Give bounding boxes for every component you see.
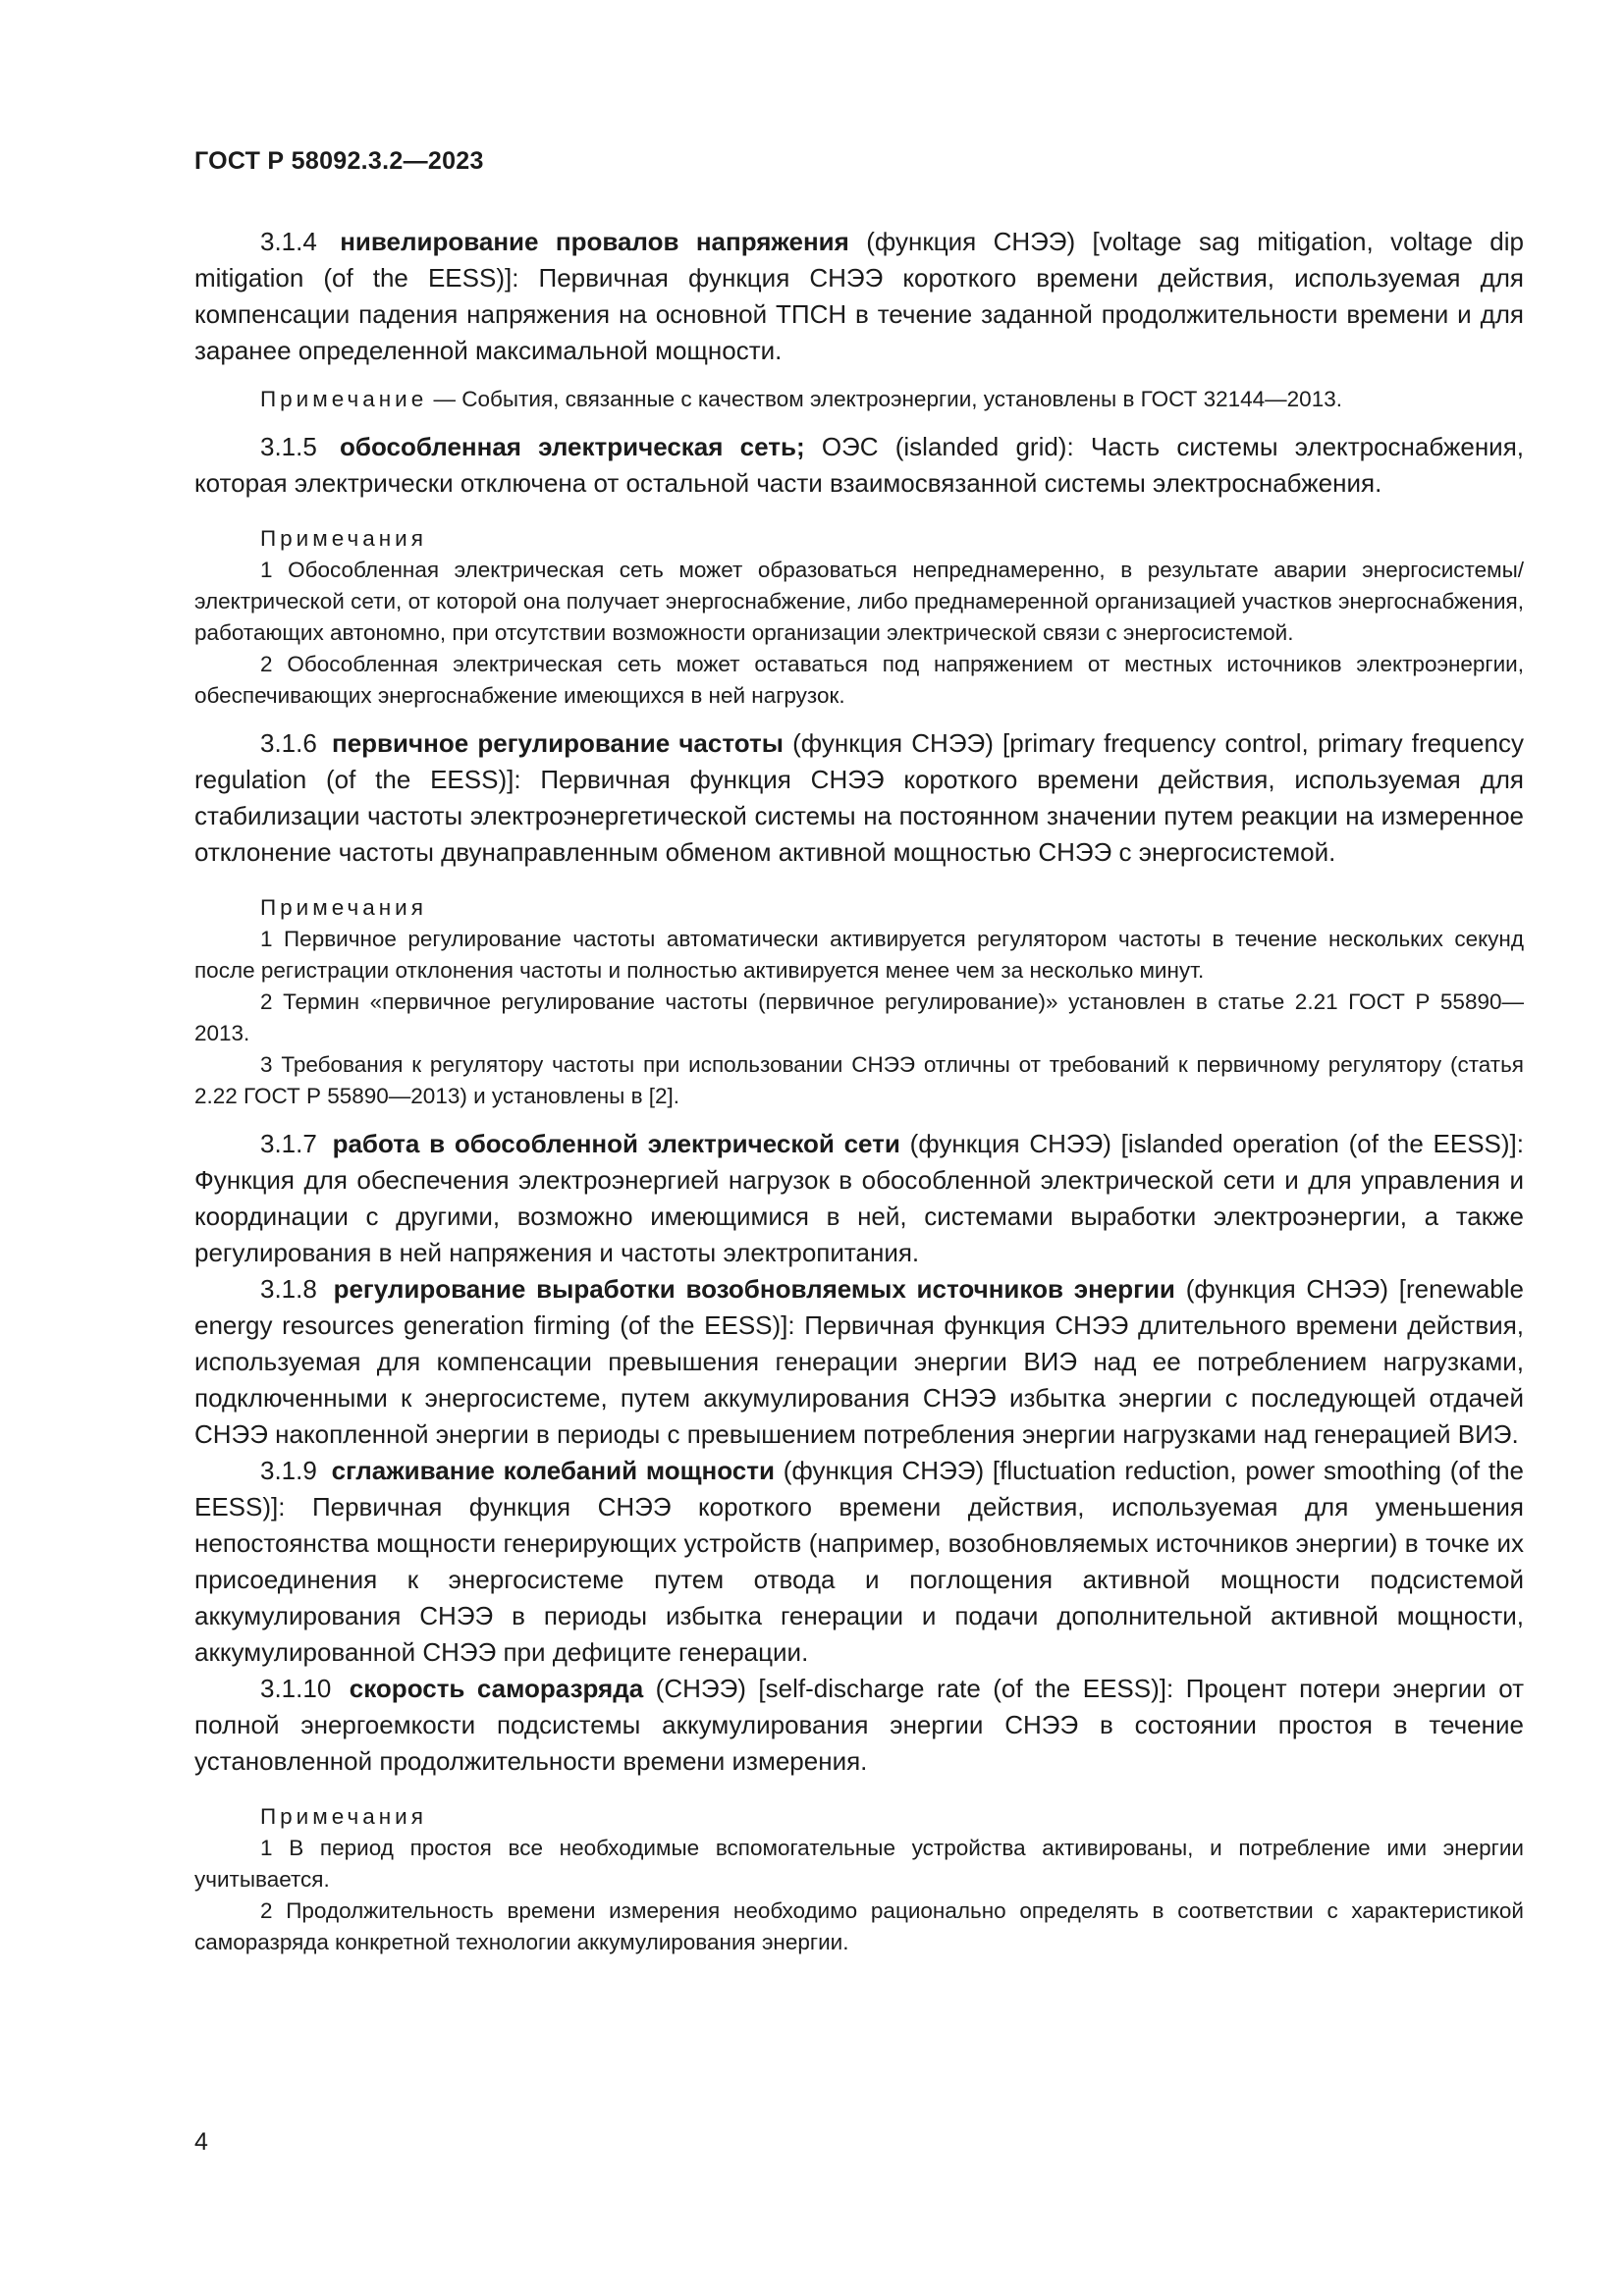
term-3-1-9 [194,1453,1524,1671]
term-number: 3.1.5 [260,432,317,461]
note-item: 2 Термин «первичное регулирование частоты (первичное регулирование)» установлен в статье 2.21 ГОСТ Р 55890—2013. [194,989,1524,1045]
term-title: нивелирование провалов напряжения [340,227,849,256]
note-item: 3 Требования к регулятору частоты при использовании СНЭЭ отличны от требований к первичному регулятору (статья 2.22 ГОСТ Р 55890—2013) и установлены в [2]. [194,1052,1524,1108]
note-item: 2 Продолжительность времени измерения необходимо рационально определять в соответствии с характеристикой саморазряда конкретной технологии аккумулирования энергии. [194,1898,1524,1954]
term-3-1-5 [194,429,1524,502]
note-item: 1 В период простоя все необходимые вспомогательные устройства активированы, и потребление ими энергии учитывается. [194,1836,1524,1892]
note-item: 1 Первичное регулирование частоты автоматически активируется регулятором частоты в течение нескольких секунд после регистрации отклонения частоты и полностью активируется менее чем за несколько минут. [194,927,1524,983]
document-body [194,224,1524,1958]
term-definition: (функция СНЭЭ) [renewable energy resources generation firming (of the EESS)]: Первичная функция СНЭЭ длительного времени действия, используемая для компенсации превышения генерации энергии ВИЭ над ее потреблением нагрузками, подключенными к энергосистеме, путем аккумулирования СНЭЭ избытка энергии с последующей отдачей СНЭЭ накопленной энергии в периоды с превышением потребления энергии нагрузками над генерацией ВИЭ. [194,1274,1524,1449]
term-number: 3.1.9 [260,1456,317,1485]
term-definition: (функция СНЭЭ) [primary frequency control, primary frequency regulation (of the EESS)]: Первичная функция СНЭЭ короткого времени действия, используемая для стабилизации частоты электроэнергетической системы на постоянном значении путем реакции на измеренное отклонение частоты двунаправленным обменом активной мощностью СНЭЭ с энергосистемой. [194,728,1524,867]
note-item: 1 Обособленная электрическая сеть может образоваться непреднамеренно, в результате аварии энергосистемы/электрической сети, от которой она получает энергоснабжение, либо преднамеренной организацией участков энергоснабжения, работающих автономно, при отсутствии возможности организации электрической связи с энергосистемой. [194,558,1524,645]
term-title: работа в обособленной электрической сети [332,1129,900,1158]
notes-title: Примечания [260,895,427,920]
term-number: 3.1.6 [260,728,317,758]
note-label: Примечание [260,387,428,411]
term-3-1-7 [194,1126,1524,1271]
term-definition: (функция СНЭЭ) [islanded operation (of the EESS)]: Функция для обеспечения электроэнергией нагрузок в обособленной электрической сети и для управления и координации с другими, возможно имеющимися в ней, системами выработки электроэнергии, а также регулирования в ней напряжения и частоты электропитания. [194,1129,1524,1267]
term-definition: ОЭС (islanded grid): Часть системы электроснабжения, которая электрически отключена от остальной части взаимосвязанной системы электроснабжения. [194,432,1525,498]
document-header: ГОСТ Р 58092.3.2—2023 [194,147,484,175]
note-3-1-4 [194,383,1524,415]
term-title: первичное регулирование частоты [332,728,784,758]
term-definition: (функция СНЭЭ) [voltage sag mitigation, voltage dip mitigation (of the EESS)]: Первичная функция СНЭЭ короткого времени действия, используемая для компенсации падения напряжения на основной ТПСН в течение заданной продолжительности времени и для заранее определенной максимальной мощности. [194,227,1525,365]
notes-title: Примечания [260,526,427,551]
term-number: 3.1.4 [260,227,317,256]
term-3-1-6 [194,725,1524,871]
page-number: 4 [194,2128,208,2156]
term-title: скорость саморазряда [349,1674,644,1703]
term-3-1-10 [194,1671,1524,1780]
term-number: 3.1.10 [260,1674,332,1703]
term-number: 3.1.8 [260,1274,317,1304]
term-title: регулирование выработки возобновляемых источников энергии [333,1274,1175,1304]
note-item: 2 Обособленная электрическая сеть может оставаться под напряжением от местных источников электроэнергии, обеспечивающих энергоснабжение имеющихся в ней нагрузок. [194,652,1524,708]
term-number: 3.1.7 [260,1129,317,1158]
notes-title: Примечания [260,1804,427,1829]
term-definition: (СНЭЭ) [self-discharge rate (of the EESS)]: Процент потери энергии от полной энергоемкости подсистемы аккумулирования энергии СНЭЭ в состоянии простоя в течение установленной продолжительности времени измерения. [194,1674,1524,1776]
term-title: сглаживание колебаний мощности [331,1456,775,1485]
term-definition: (функция СНЭЭ) [fluctuation reduction, power smoothing (of the EESS)]: Первичная функция СНЭЭ короткого времени действия, используемая для уменьшения непостоянства мощности генерирующих устройств (например, возобновляемых источников энергии) в точке их присоединения к энергосистеме путем отвода и поглощения активной мощности подсистемой аккумулирования СНЭЭ в периоды избытка генерации и подачи дополнительной активной мощности, аккумулированной СНЭЭ при дефиците генерации. [194,1456,1524,1667]
term-3-1-4 [194,224,1524,369]
term-3-1-8 [194,1271,1524,1453]
term-title: обособленная электрическая сеть; [340,432,805,461]
note-text: — События, связанные с качеством электроэнергии, установлены в ГОСТ 32144—2013. [433,387,1342,411]
